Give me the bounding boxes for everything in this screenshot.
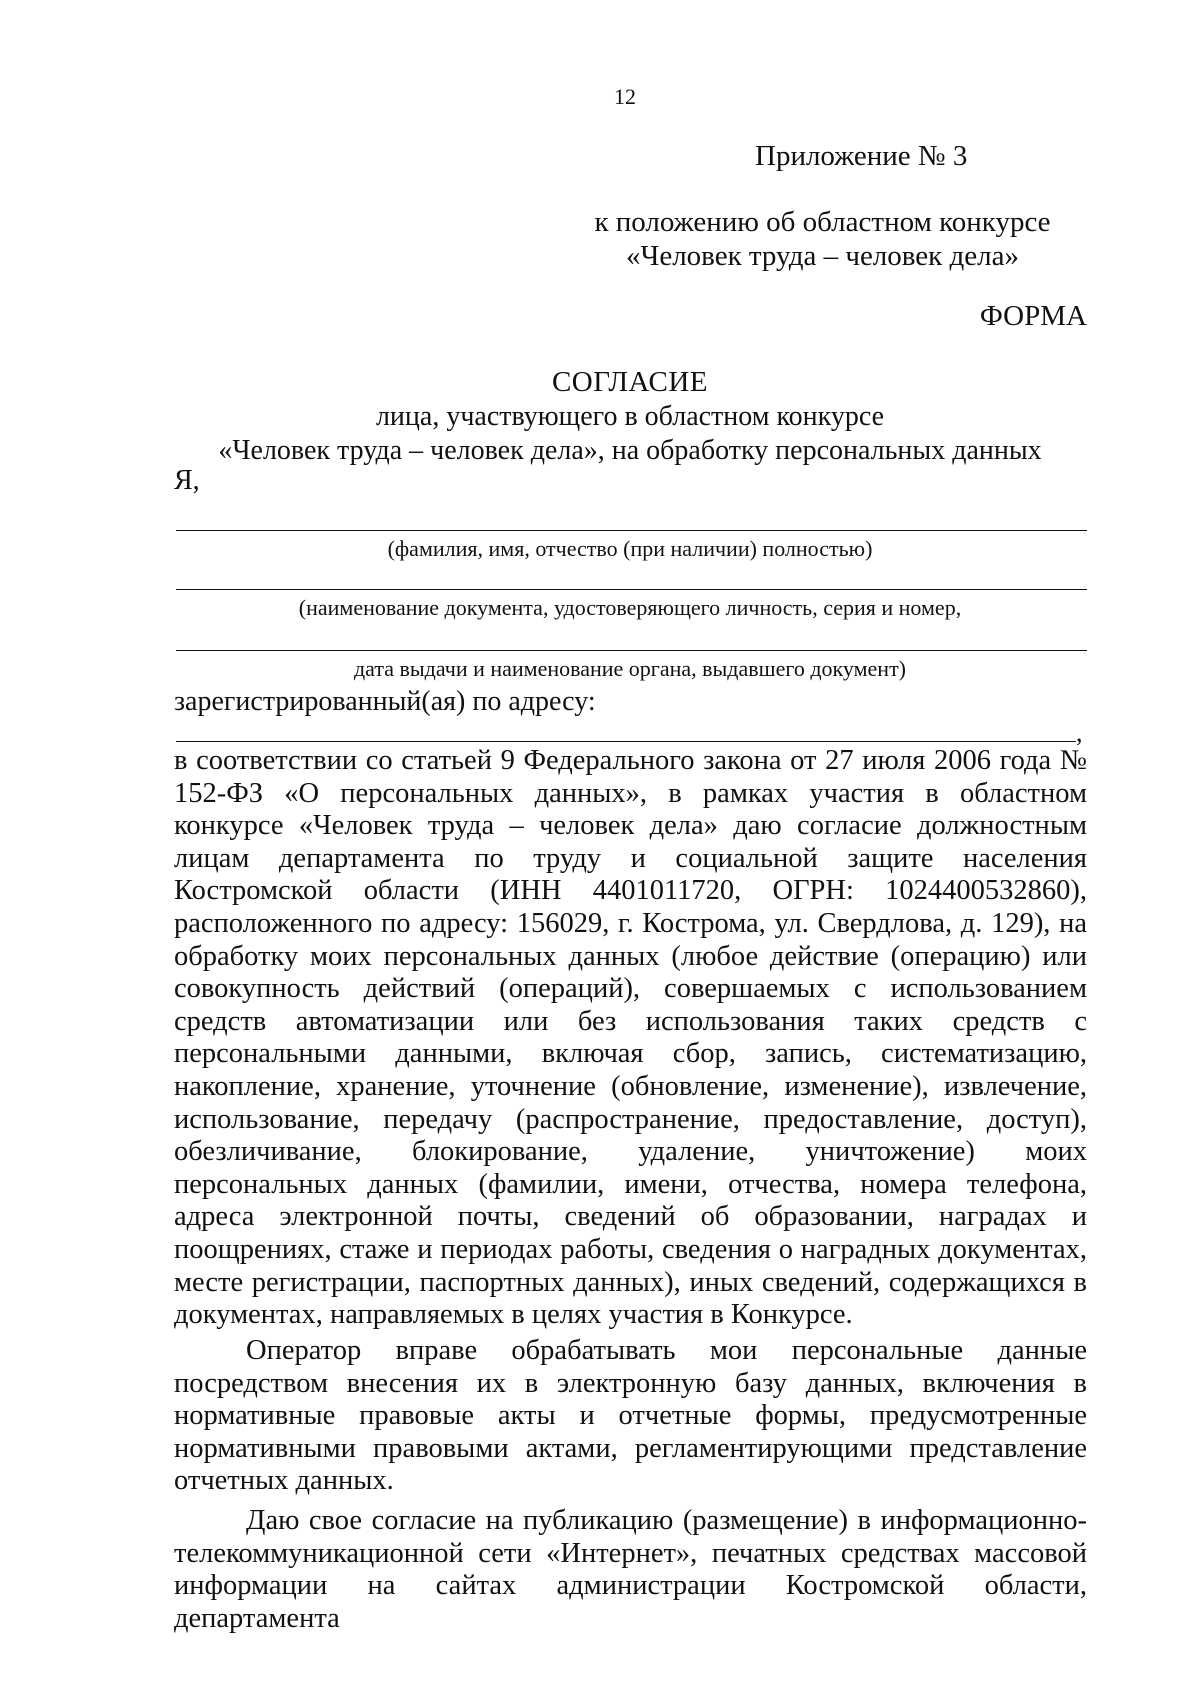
subtitle-line-2: «Человек труда – человек дела», на обработку персональных данных — [218, 435, 1042, 466]
address-line-comma: , — [1076, 718, 1083, 747]
issue-hint: дата выдачи и наименование органа, выдавшего документ) — [353, 656, 907, 681]
consent-paragraph-3: Даю свое согласие на публикацию (размещение) в информационно-телекоммуникационной сети «Интернет», печатных средствах массовой информации на сайтах администрации Костромской области, департамента — [174, 1505, 1087, 1634]
document-hint: (наименование документа, удостоверяющего личность, серия и номер, — [298, 595, 962, 620]
page-number: 12 — [614, 84, 636, 109]
regulation-line-1: к положению об областном конкурсе — [594, 206, 1051, 238]
name-fill-line[interactable] — [176, 530, 1087, 531]
consent-paragraph-1: в соответствии со статьей 9 Федерального закона от 27 июля 2006 года № 152-ФЗ «О персональных данных», в рамках участия в областном конкурсе «Человек труда – человек дела» даю согласие должностным лицам департамента по труду и социальной защите населения Костромской области (ИНН 4401011720, ОГРН: 1024400532860), расположенного по адресу: 156029, г. Кострома, ул. Свердлова, д. 129), на обработку моих персональных данных (любое действие (операцию) или совокупность действий (операций), совершаемых с использованием средств автоматизации или без использования таких средств с персональными данными, включая сбор, запись, систематизацию, накопление, хранение, уточнение (обновление, изменение), извлечение, использование, передачу (распространение, предоставление, доступ), обезличивание, блокирование, удаление, уничтожение) моих персональных данных (фамилии, имени, отчества, номера телефона, адреса электронной почты, сведений об образовании, наградах и поощрениях, стаже и периодах работы, сведения о наградных документах, месте регистрации, паспортных данных), иных сведений, содержащихся в документах, направляемых в целях участия в Конкурсе. — [174, 745, 1087, 1331]
regulation-reference — [560, 205, 1085, 273]
pronoun-ya: Я, — [174, 465, 200, 496]
subtitle-line-1: лица, участвующего в областном конкурсе — [375, 401, 885, 432]
issue-fill-line[interactable] — [176, 650, 1087, 651]
consent-paragraph-2: Оператор вправе обрабатывать мои персональные данные посредством внесения их в электронную базу данных, включения в нормативные правовые акты и отчетные формы, предусмотренные нормативными правовыми актами, регламентирующими представление отчетных данных. — [174, 1335, 1087, 1497]
regulation-line-2: «Человек труда – человек дела» — [625, 240, 1019, 272]
appendix-label: Приложение № 3 — [755, 140, 968, 172]
form-label: ФОРМА — [979, 300, 1087, 332]
document-title: СОГЛАСИЕ — [551, 366, 709, 398]
name-hint: (фамилия, имя, отчество (при наличии) полностью) — [387, 536, 873, 561]
address-fill-line[interactable] — [176, 741, 1076, 742]
document-fill-line[interactable] — [176, 589, 1087, 590]
document-subtitle — [0, 400, 1200, 468]
registered-address-label: зарегистрированный(ая) по адресу: — [174, 686, 596, 717]
